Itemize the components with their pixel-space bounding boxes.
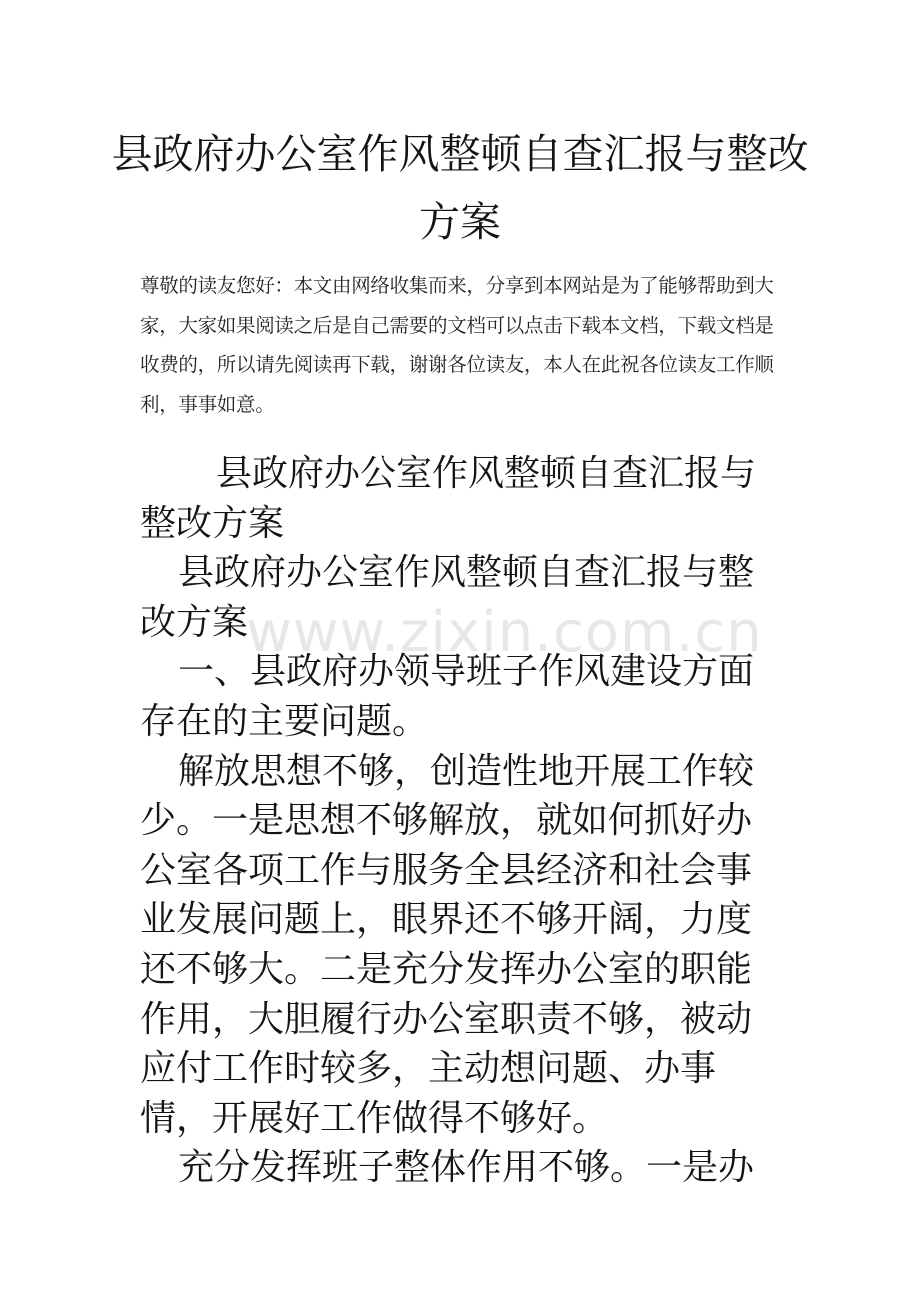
document-body [140, 449, 785, 1193]
reader-notice: 尊敬的读友您好：本文由网络收集而来，分享到本网站是为了能够帮助到大家，大家如果阅读之后是自己需要的文档可以点击下载本文档，下载文档是收费的，所以请先阅读再下载，谢谢各位读友，本人在此祝各位读友工作顺利，事事如意。 [140, 274, 774, 416]
section-heading: 一、县政府办领导班子作风建设方面存在的主要问题。 [140, 651, 755, 742]
body-paragraph: 充分发挥班子整体作用不够。一是办 [178, 1147, 755, 1189]
body-heading: 县政府办公室作风整顿自查汇报与整改方案 [140, 453, 757, 544]
document-title: 县政府办公室作风整顿自查汇报与整改方案 [111, 130, 809, 246]
body-paragraph: 县政府办公室作风整顿自查汇报与整改方案 [140, 552, 755, 643]
body-paragraph: 解放思想不够，创造性地开展工作较少。一是思想不够解放，就如何抓好办公室各项工作与服务全县经济和社会事业发展问题上，眼界还不够开阔，力度还不够大。二是充分发挥办公室的职能作用，大胆履行办公室职责不够，被动应付工作时较多，主动想问题、办事情，开展好工作做得不够好。 [140, 750, 755, 1139]
site-watermark: www.zixin.com.cn [246, 600, 763, 665]
